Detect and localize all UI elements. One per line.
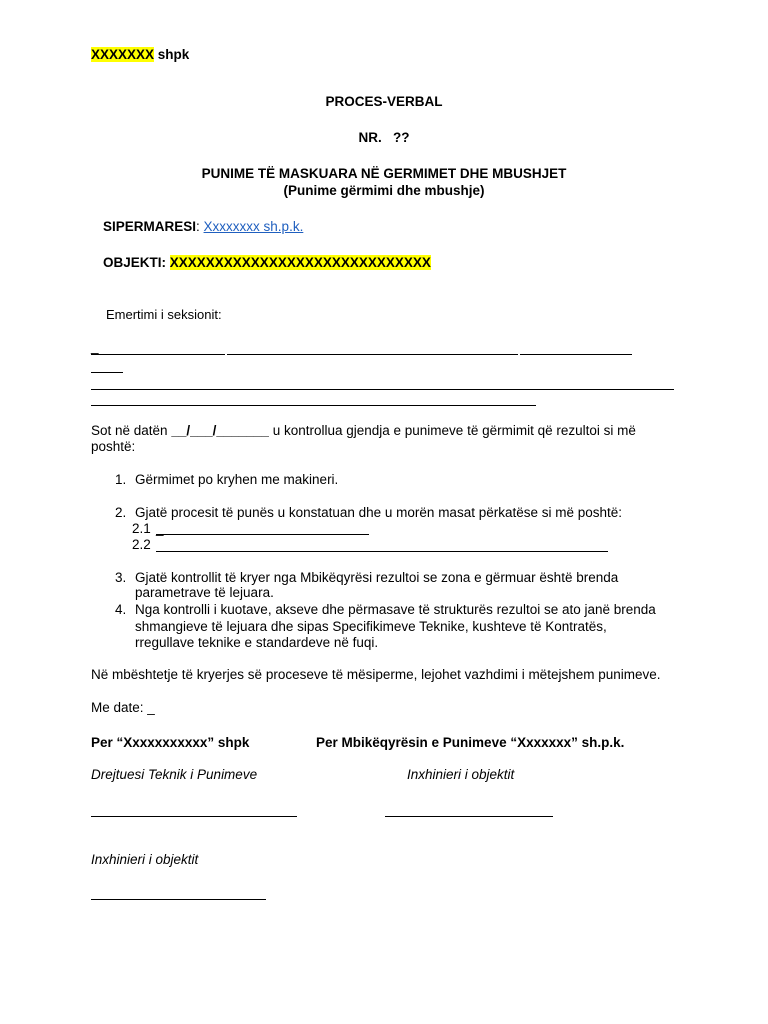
section-label: Emertimi i seksionit: (106, 307, 222, 322)
section-blank-line-e (91, 389, 674, 390)
signature-bottom-line (91, 899, 266, 900)
intro-text-a: Sot në datën (91, 423, 172, 438)
list-item-number: 2. (115, 505, 127, 520)
list-item-number: 4. (115, 602, 127, 617)
sub-item-number: 2.1 (132, 521, 151, 536)
contractor-link[interactable]: Xxxxxxxx sh.p.k. (203, 219, 304, 234)
contractor-label: SIPERMARESI (103, 219, 197, 234)
list-item (115, 570, 618, 585)
section-blank-start: _ (91, 339, 99, 354)
list-item-number: 1. (115, 472, 127, 487)
object-row (103, 255, 431, 270)
sub-item-number: 2.2 (132, 537, 151, 552)
company-suffix: shpk (154, 47, 190, 62)
sub-item-blank-start: _ (156, 521, 164, 536)
list-item-text: rregullave teknike e standardeve në fuqi. (135, 635, 379, 650)
list-item-number: 3. (115, 570, 127, 585)
list-item-text: Gërmimet po kryhen me makineri. (135, 472, 339, 487)
section-blank-line-a (91, 354, 225, 355)
list-item-text: Nga kontrolli i kuotave, akseve dhe përmasave të strukturës rezultoi se ato janë brenda (135, 602, 656, 617)
signature-right-role: Inxhinieri i objektit (407, 767, 515, 782)
section-blank-line-b (227, 354, 518, 355)
section-blank-line-d (91, 372, 123, 373)
list-item (115, 505, 622, 520)
document-subtitle: (Punime gërmimi dhe mbushje) (283, 183, 485, 198)
company-header (91, 47, 189, 62)
intro-line-2: poshtë: (91, 439, 136, 454)
signature-left-line (91, 816, 297, 817)
list-item-text: parametrave të lejuara. (135, 585, 274, 600)
intro-line-1 (91, 423, 636, 438)
section-blank-line-f (91, 405, 536, 406)
list-item-text: Gjatë kontrollit të kryer nga Mbikëqyrësi rezultoi se zona e gërmuar është brenda (135, 570, 619, 585)
document-subject: PUNIME TË MASKUARA NË GERMIMET DHE MBUSHJET (201, 166, 567, 181)
contractor-row (103, 219, 303, 234)
company-placeholder: XXXXXXX (91, 47, 155, 62)
document-title: PROCES-VERBAL (325, 94, 443, 109)
signature-right-header: Per Mbikëqyrësin e Punimeve “Xxxxxxx” sh.p.k. (316, 735, 625, 750)
list-item-text: Gjatë procesit të punës u konstatuan dhe u morën masat përkatëse si më poshtë: (135, 505, 623, 520)
date-blank: __/___/_______ (171, 423, 269, 438)
list-item (115, 602, 656, 617)
intro-text-b: u kontrollua gjendja e punimeve të gërmimit që rezultoi si më (268, 423, 636, 438)
signature-right-line (385, 816, 553, 817)
sub-item-blank-line (156, 551, 608, 552)
list-item (115, 472, 338, 487)
signature-left-header: Per “Xxxxxxxxxxx” shpk (91, 735, 250, 750)
object-label: OBJEKTI: (103, 255, 170, 270)
signature-left-role: Drejtuesi Teknik i Punimeve (91, 767, 258, 782)
contractor-sep: : (196, 219, 204, 234)
section-blank-line-c (520, 354, 632, 355)
conclusion-text: Në mbështetje të kryerjes së proceseve të mësiperme, lejohet vazhdimi i mëtejshem punimeve. (91, 667, 661, 682)
signature-bottom-role: Inxhinieri i objektit (91, 852, 199, 867)
document-number: NR. ?? (358, 130, 410, 145)
date-line: Me date: _ (91, 700, 155, 715)
list-item-text: shmangieve të lejuara dhe sipas Specifikimeve Teknike, kushteve të Kontratës, (135, 619, 607, 634)
sub-item-blank-line (156, 534, 369, 535)
object-value: XXXXXXXXXXXXXXXXXXXXXXXXXXXXX (169, 255, 431, 270)
